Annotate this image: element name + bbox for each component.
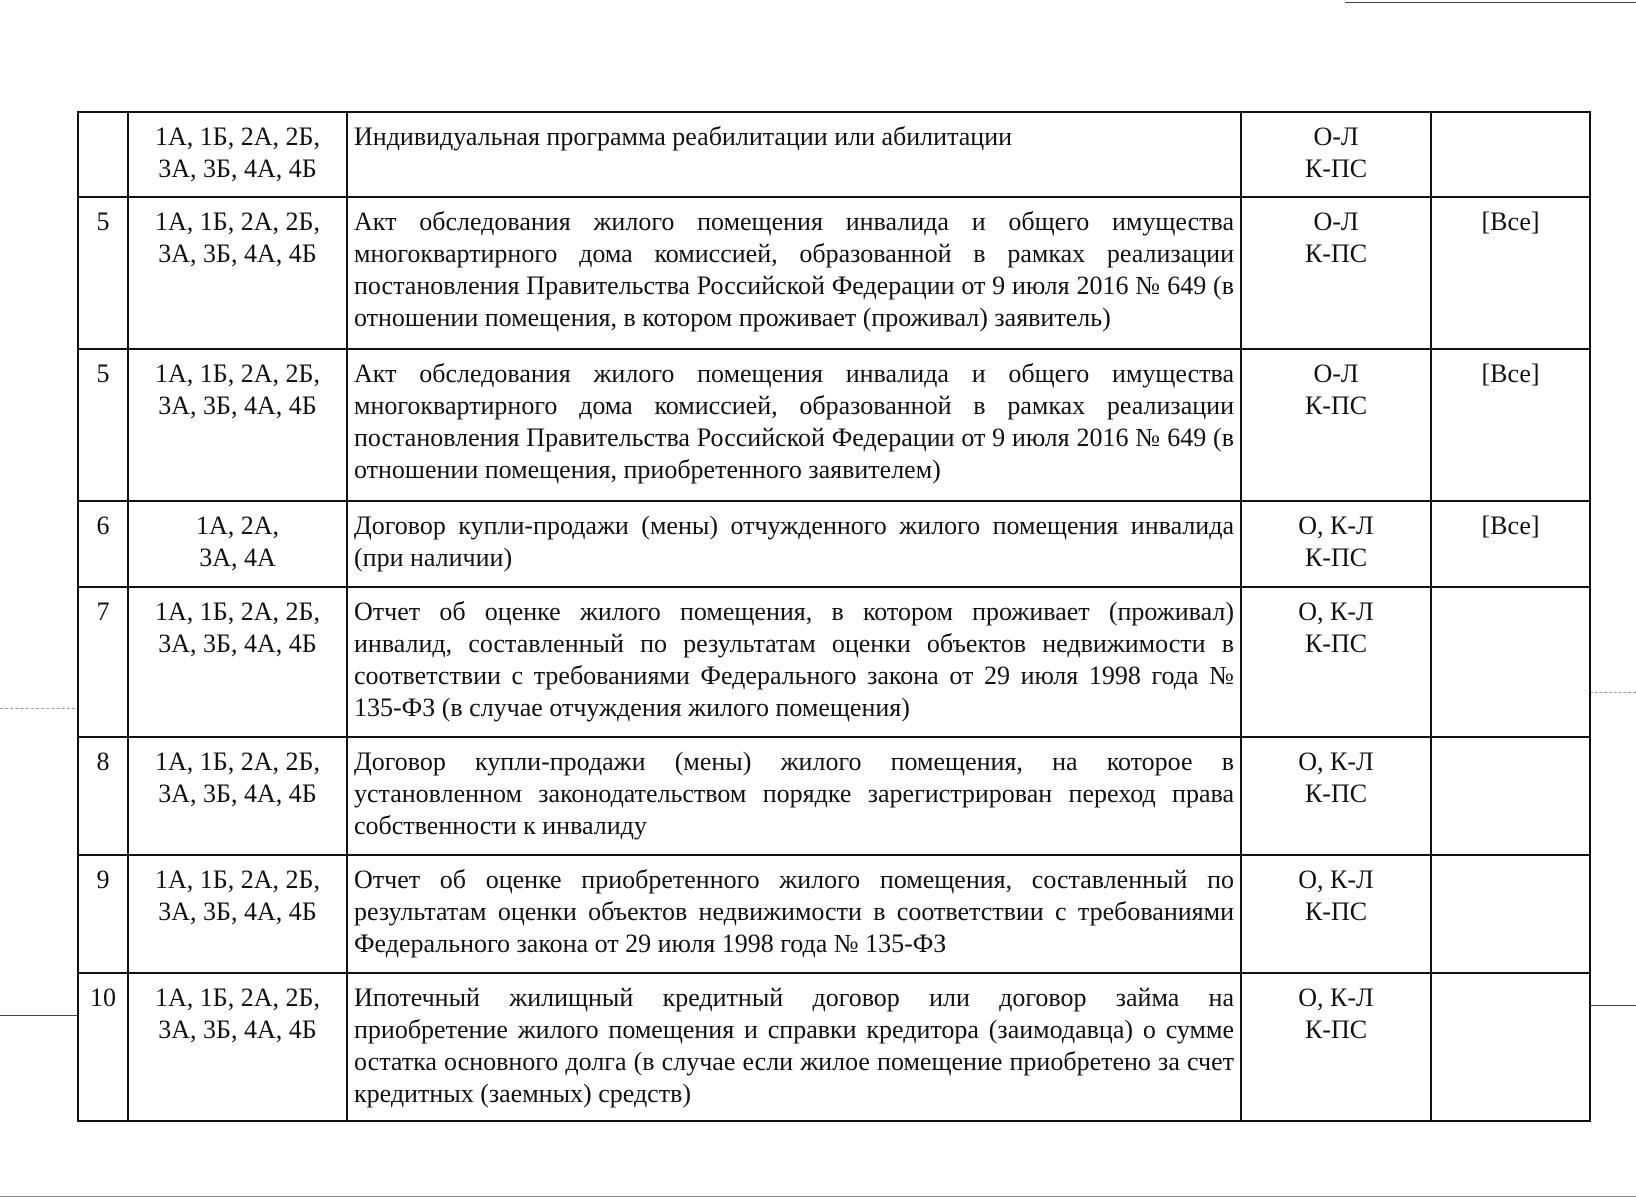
table-row	[78, 501, 1590, 587]
row-description: Договор купли-продажи (мены) жилого помещения, на которое в установленном законодательством порядке зарегистрирован переход права собственности к инвалиду	[347, 737, 1241, 855]
row-note	[1431, 112, 1590, 197]
row-categories-line: 1А, 1Б, 2А, 2Б,	[155, 747, 320, 776]
row-form	[1241, 501, 1431, 587]
row-categories-line: 1А, 2А,	[195, 511, 280, 540]
scan-artifact-bottom-line	[0, 1196, 1636, 1197]
scan-artifact-left-line	[0, 1015, 77, 1016]
row-categories	[128, 737, 347, 855]
table-row	[78, 112, 1590, 197]
row-description: Индивидуальная программа реабилитации или абилитации	[347, 112, 1241, 197]
row-form	[1241, 737, 1431, 855]
row-form-line: О, К-Л	[1298, 865, 1374, 894]
table-row	[78, 855, 1590, 973]
row-categories-line: 1А, 1Б, 2А, 2Б,	[155, 983, 320, 1012]
row-form	[1241, 855, 1431, 973]
row-form-line: О, К-Л	[1298, 983, 1374, 1012]
row-form-line: О-Л	[1313, 207, 1359, 236]
row-categories-line: 3А, 3Б, 4А, 4Б	[158, 239, 317, 268]
row-categories-line: 1А, 1Б, 2А, 2Б,	[155, 207, 320, 236]
row-form	[1241, 587, 1431, 737]
row-categories	[128, 112, 347, 197]
row-form	[1241, 197, 1431, 349]
row-form-line: О, К-Л	[1298, 747, 1374, 776]
row-categories-line: 1А, 1Б, 2А, 2Б,	[155, 865, 320, 894]
row-categories	[128, 587, 347, 737]
row-description: Договор купли-продажи (мены) отчужденного жилого помещения инвалида (при наличии)	[347, 501, 1241, 587]
row-note	[1431, 737, 1590, 855]
row-categories	[128, 855, 347, 973]
row-categories	[128, 973, 347, 1121]
row-description: Ипотечный жилищный кредитный договор или договор займа на приобретение жилого помещения и справки кредитора (заимодавца) о сумме остатка основного долга (в случае если жилое помещение приобретено за счет кредитных (заемных) средств)	[347, 973, 1241, 1121]
table-row	[78, 349, 1590, 501]
row-form-line: К-ПС	[1304, 154, 1368, 183]
row-note	[1431, 855, 1590, 973]
row-categories-line: 3А, 3Б, 4А, 4Б	[158, 629, 317, 658]
row-categories-line: 1А, 1Б, 2А, 2Б,	[155, 359, 320, 388]
row-number: 6	[78, 501, 128, 587]
row-categories-line: 3А, 4А	[199, 543, 276, 572]
row-number: 7	[78, 587, 128, 737]
row-form	[1241, 973, 1431, 1121]
row-note	[1431, 587, 1590, 737]
row-categories	[128, 349, 347, 501]
row-note: [Все]	[1431, 349, 1590, 501]
row-description: Акт обследования жилого помещения инвалида и общего имущества многоквартирного дома комиссией, образованной в рамках реализации постановления Правительства Российской Федерации от 9 июля 2016 № 649 (в отношении помещения, в котором проживает (проживал) заявитель)	[347, 197, 1241, 349]
row-categories-line: 3А, 3Б, 4А, 4Б	[158, 897, 317, 926]
table-row	[78, 587, 1590, 737]
row-categories	[128, 501, 347, 587]
row-form-line: К-ПС	[1304, 239, 1368, 268]
row-form-line: К-ПС	[1304, 779, 1368, 808]
row-categories	[128, 197, 347, 349]
row-form-line: К-ПС	[1304, 543, 1368, 572]
row-description: Отчет об оценке приобретенного жилого помещения, составленный по результатам оценки объектов недвижимости в соответствии с требованиями Федерального закона от 29 июля 1998 года № 135-ФЗ	[347, 855, 1241, 973]
row-form-line: О, К-Л	[1298, 597, 1374, 626]
row-categories-line: 3А, 3Б, 4А, 4Б	[158, 391, 317, 420]
row-form-line: К-ПС	[1304, 1015, 1368, 1044]
row-form	[1241, 349, 1431, 501]
row-categories-line: 3А, 3Б, 4А, 4Б	[158, 1015, 317, 1044]
row-note: [Все]	[1431, 501, 1590, 587]
scan-artifact-right-dash	[1590, 692, 1636, 693]
row-categories-line: 1А, 1Б, 2А, 2Б,	[155, 597, 320, 626]
row-description: Отчет об оценке жилого помещения, в котором проживает (проживал) инвалид, составленный по результатам оценки объектов недвижимости в соответствии с требованиями Федерального закона от 29 июля 1998 года № 135-ФЗ (в случае отчуждения жилого помещения)	[347, 587, 1241, 737]
row-categories-line: 3А, 3Б, 4А, 4Б	[158, 154, 317, 183]
row-number: 5	[78, 349, 128, 501]
row-number: 10	[78, 973, 128, 1121]
scan-artifact-left-dash	[0, 708, 75, 709]
row-form-line: О-Л	[1313, 122, 1359, 151]
row-form-line: О, К-Л	[1298, 511, 1374, 540]
row-form-line: К-ПС	[1304, 391, 1368, 420]
table-row	[78, 197, 1590, 349]
row-note	[1431, 973, 1590, 1121]
row-number: 5	[78, 197, 128, 349]
row-form-line: К-ПС	[1304, 629, 1368, 658]
row-description: Акт обследования жилого помещения инвалида и общего имущества многоквартирного дома комиссией, образованной в рамках реализации постановления Правительства Российской Федерации от 9 июля 2016 № 649 (в отношении помещения, приобретенного заявителем)	[347, 349, 1241, 501]
table-row	[78, 973, 1590, 1121]
row-categories-line: 1А, 1Б, 2А, 2Б,	[155, 122, 320, 151]
row-form	[1241, 112, 1431, 197]
row-number: 8	[78, 737, 128, 855]
row-number: 9	[78, 855, 128, 973]
row-note: [Все]	[1431, 197, 1590, 349]
table-row	[78, 737, 1590, 855]
row-form-line: О-Л	[1313, 359, 1359, 388]
row-form-line: К-ПС	[1304, 897, 1368, 926]
scan-artifact-right-line	[1589, 1005, 1636, 1006]
documents-table	[77, 111, 1591, 1122]
scan-artifact-top-line	[1345, 2, 1636, 3]
row-number	[78, 112, 128, 197]
row-categories-line: 3А, 3Б, 4А, 4Б	[158, 779, 317, 808]
